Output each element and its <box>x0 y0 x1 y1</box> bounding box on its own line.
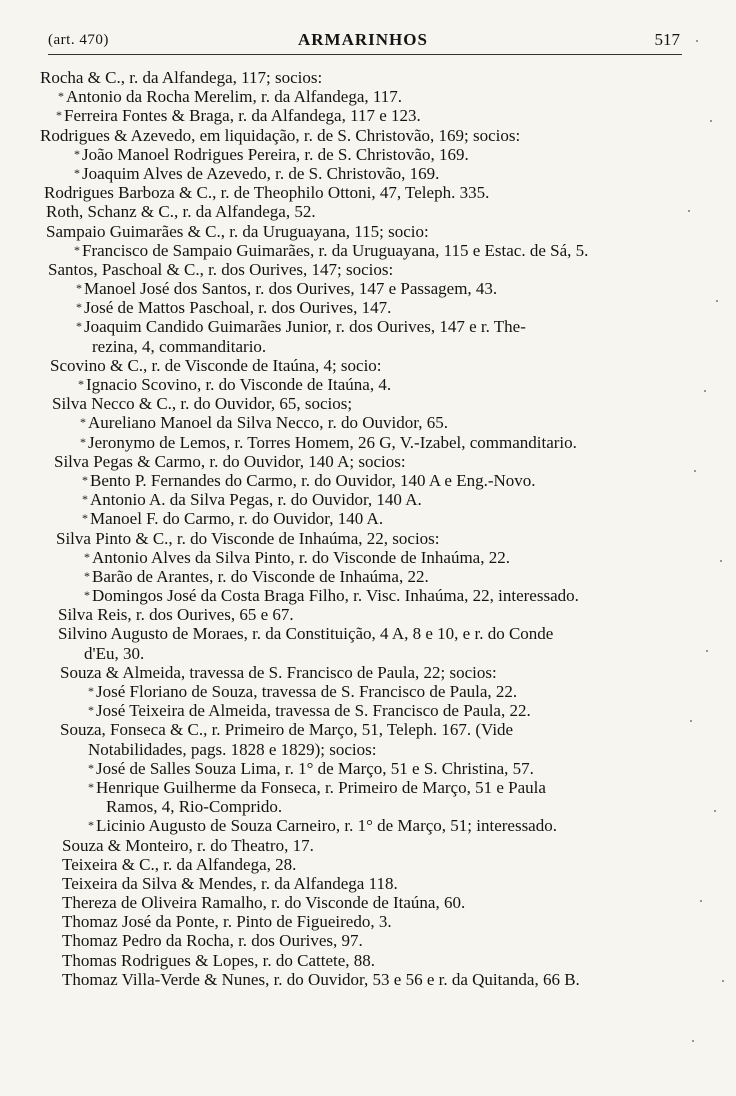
partner-entry <box>0 682 736 701</box>
entry-text: Ignacio Scovino, r. do Visconde de Itaúna, 4. <box>86 375 392 394</box>
firm-entry <box>0 183 736 202</box>
firm-entry <box>0 797 736 816</box>
firm-entry <box>0 260 736 279</box>
page-header <box>48 30 680 52</box>
asterisk-marker: * <box>76 281 82 296</box>
firm-entry <box>0 874 736 893</box>
asterisk-marker: * <box>84 568 90 583</box>
firm-entry <box>0 720 736 739</box>
entry-text: Teixeira & C., r. da Alfandega, 28. <box>62 854 297 874</box>
paper-speck <box>696 40 698 42</box>
firm-entry <box>0 951 736 970</box>
partner-entry <box>0 413 736 432</box>
entry-text: Barão de Arantes, r. do Visconde de Inhaúma, 22. <box>92 566 429 586</box>
entry-text: Bento P. Fernandes do Carmo, r. do Ouvidor, 140 A e Eng.-Novo. <box>90 470 536 490</box>
asterisk-marker: * <box>84 549 90 564</box>
partner-entry <box>0 317 736 336</box>
entry-text: João Manoel Rodrigues Pereira, r. de S. Christovão, 169. <box>82 144 469 164</box>
entry-text: Francisco de Sampaio Guimarães, r. da Uruguayana, 115 e Estac. de Sá, 5. <box>82 240 589 260</box>
entry-text: Licinio Augusto de Souza Carneiro, r. 1° de Março, 51; interessado. <box>96 816 557 836</box>
entry-text: Scovino & C., r. de Visconde de Itaúna, 4; socio: <box>50 355 382 375</box>
firm-entry <box>0 624 736 643</box>
entry-text: Souza & Monteiro, r. do Theatro, 17. <box>62 835 314 855</box>
entry-text: Antonio da Rocha Merelim, r. da Alfandega, 117. <box>66 87 402 107</box>
entry-text: Joaquim Candido Guimarães Junior, r. dos Ourives, 147 e r. The- <box>84 317 526 337</box>
partner-entry <box>0 509 736 528</box>
entry-text: Manoel F. do Carmo, r. do Ouvidor, 140 A. <box>90 509 384 529</box>
asterisk-marker: * <box>84 588 90 603</box>
firm-entry <box>0 356 736 375</box>
entry-text: Ferreira Fontes & Braga, r. da Alfandega, 117 e 123. <box>64 106 421 126</box>
entry-text: Antonio Alves da Silva Pinto, r. do Visconde de Inhaúma, 22. <box>92 547 510 567</box>
asterisk-marker: * <box>74 242 80 257</box>
entry-text: Rodrigues & Azevedo, em liquidação, r. de S. Christovão, 169; socios: <box>40 125 521 145</box>
entry-text: Thomaz Villa-Verde & Nunes, r. do Ouvidor, 53 e 56 e r. da Quitanda, 66 B. <box>62 969 580 989</box>
firm-entry <box>0 68 736 87</box>
entry-text: Souza & Almeida, travessa de S. Francisco de Paula, 22; socios: <box>60 662 497 682</box>
partner-entry <box>0 87 736 106</box>
entry-text: Teixeira da Silva & Mendes, r. da Alfandega 118. <box>62 873 398 893</box>
entry-text: José de Salles Souza Lima, r. 1° de Março, 51 e S. Christina, 57. <box>96 758 534 778</box>
page-number: 517 <box>654 30 680 49</box>
entry-text: Henrique Guilherme da Fonseca, r. Primeiro de Março, 51 e Paula <box>96 777 546 797</box>
asterisk-marker: * <box>56 108 62 123</box>
entry-text: José Floriano de Souza, travessa de S. Francisco de Paula, 22. <box>96 682 518 701</box>
entry-text: Thereza de Oliveira Ramalho, r. do Visconde de Itaúna, 60. <box>62 893 466 913</box>
partner-entry <box>0 490 736 509</box>
entry-text: Rodrigues Barboza & C., r. de Theophilo Ottoni, 47, Teleph. 335. <box>44 183 490 203</box>
firm-entry <box>0 452 736 471</box>
entry-text: Domingos José da Costa Braga Filho, r. Visc. Inhaúma, 22, interessado. <box>92 586 579 606</box>
partner-entry <box>0 298 736 317</box>
firm-entry <box>0 605 736 624</box>
article-reference: (art. 470) <box>48 32 109 48</box>
asterisk-marker: * <box>82 492 88 507</box>
partner-entry <box>0 433 736 452</box>
firm-entry <box>0 855 736 874</box>
partner-entry <box>0 375 736 394</box>
entry-text: Silva Reis, r. dos Ourives, 65 e 67. <box>58 605 294 625</box>
entry-text: Silvino Augusto de Moraes, r. da Constituição, 4 A, 8 e 10, e r. do Conde <box>58 624 554 644</box>
entry-text: Manoel José dos Santos, r. dos Ourives, 147 e Passagem, 43. <box>84 279 498 299</box>
firm-entry <box>0 644 736 663</box>
firm-entry <box>0 529 736 548</box>
asterisk-marker: * <box>76 319 82 334</box>
asterisk-marker: * <box>88 818 94 833</box>
firm-entry <box>0 931 736 950</box>
firm-entry <box>0 663 736 682</box>
asterisk-marker: * <box>80 434 86 449</box>
directory-listing <box>0 68 736 989</box>
partner-entry <box>0 816 736 835</box>
firm-entry <box>0 337 736 356</box>
entry-text: Aureliano Manoel da Silva Necco, r. do Ouvidor, 65. <box>88 413 449 433</box>
entry-text: Jeronymo de Lemos, r. Torres Homem, 26 G, V.-Izabel, commanditario. <box>88 432 577 452</box>
asterisk-marker: * <box>74 165 80 180</box>
partner-entry <box>0 241 736 260</box>
asterisk-marker: * <box>82 472 88 487</box>
entry-text: Souza, Fonseca & C., r. Primeiro de Março, 51, Teleph. 167. (Vide <box>60 720 514 740</box>
entry-text: Joaquim Alves de Azevedo, r. de S. Christovão, 169. <box>82 163 440 183</box>
entry-text: Sampaio Guimarães & C., r. da Uruguayana, 115; socio: <box>46 221 429 241</box>
entry-text: José Teixeira de Almeida, travessa de S. Francisco de Paula, 22. <box>96 701 531 721</box>
asterisk-marker: * <box>74 146 80 161</box>
entry-text: Thomaz José da Ponte, r. Pinto de Figueiredo, 3. <box>62 912 392 932</box>
asterisk-marker: * <box>78 377 84 391</box>
asterisk-marker: * <box>58 89 64 104</box>
entry-text: Silva Pinto & C., r. do Visconde de Inhaúma, 22, socios: <box>56 528 440 548</box>
paper-speck <box>692 1040 694 1042</box>
asterisk-marker: * <box>76 300 82 315</box>
partner-entry <box>0 106 736 125</box>
partner-entry <box>0 164 736 183</box>
entry-text: d'Eu, 30. <box>84 643 145 663</box>
asterisk-marker: * <box>88 703 94 718</box>
partner-entry <box>0 145 736 164</box>
asterisk-marker: * <box>88 684 94 698</box>
entry-text: Silva Pegas & Carmo, r. do Ouvidor, 140 A; socios: <box>54 451 406 471</box>
firm-entry <box>0 836 736 855</box>
firm-entry <box>0 202 736 221</box>
entry-text: Thomas Rodrigues & Lopes, r. do Cattete, 88. <box>62 950 376 970</box>
firm-entry <box>0 126 736 145</box>
entry-text: José de Mattos Paschoal, r. dos Ourives, 147. <box>84 298 392 318</box>
partner-entry <box>0 701 736 720</box>
entry-text: Antonio A. da Silva Pegas, r. do Ouvidor, 140 A. <box>90 490 422 510</box>
firm-entry <box>0 912 736 931</box>
firm-entry <box>0 893 736 912</box>
partner-entry <box>0 778 736 797</box>
header-divider <box>48 54 682 55</box>
partner-entry <box>0 586 736 605</box>
partner-entry <box>0 548 736 567</box>
entry-text: Santos, Paschoal & C., r. dos Ourives, 147; socios: <box>48 259 394 279</box>
entry-text: Silva Necco & C., r. do Ouvidor, 65, socios; <box>52 394 353 414</box>
partner-entry <box>0 279 736 298</box>
entry-text: Thomaz Pedro da Rocha, r. dos Ourives, 97. <box>62 931 363 951</box>
entry-text: Notabilidades, pags. 1828 e 1829); socios: <box>88 739 377 759</box>
asterisk-marker: * <box>88 760 94 775</box>
firm-entry <box>0 394 736 413</box>
partner-entry <box>0 759 736 778</box>
asterisk-marker: * <box>80 415 86 430</box>
partner-entry <box>0 471 736 490</box>
entry-text: Roth, Schanz & C., r. da Alfandega, 52. <box>46 202 316 222</box>
entry-text: rezina, 4, commanditario. <box>92 336 267 356</box>
partner-entry <box>0 567 736 586</box>
entry-text: Rocha & C., r. da Alfandega, 117; socios: <box>40 68 323 87</box>
page-title: ARMARINHOS <box>298 30 428 49</box>
firm-entry <box>0 740 736 759</box>
firm-entry <box>0 970 736 989</box>
asterisk-marker: * <box>82 511 88 526</box>
asterisk-marker: * <box>88 779 94 794</box>
entry-text: Ramos, 4, Rio-Comprido. <box>106 797 283 817</box>
firm-entry <box>0 222 736 241</box>
